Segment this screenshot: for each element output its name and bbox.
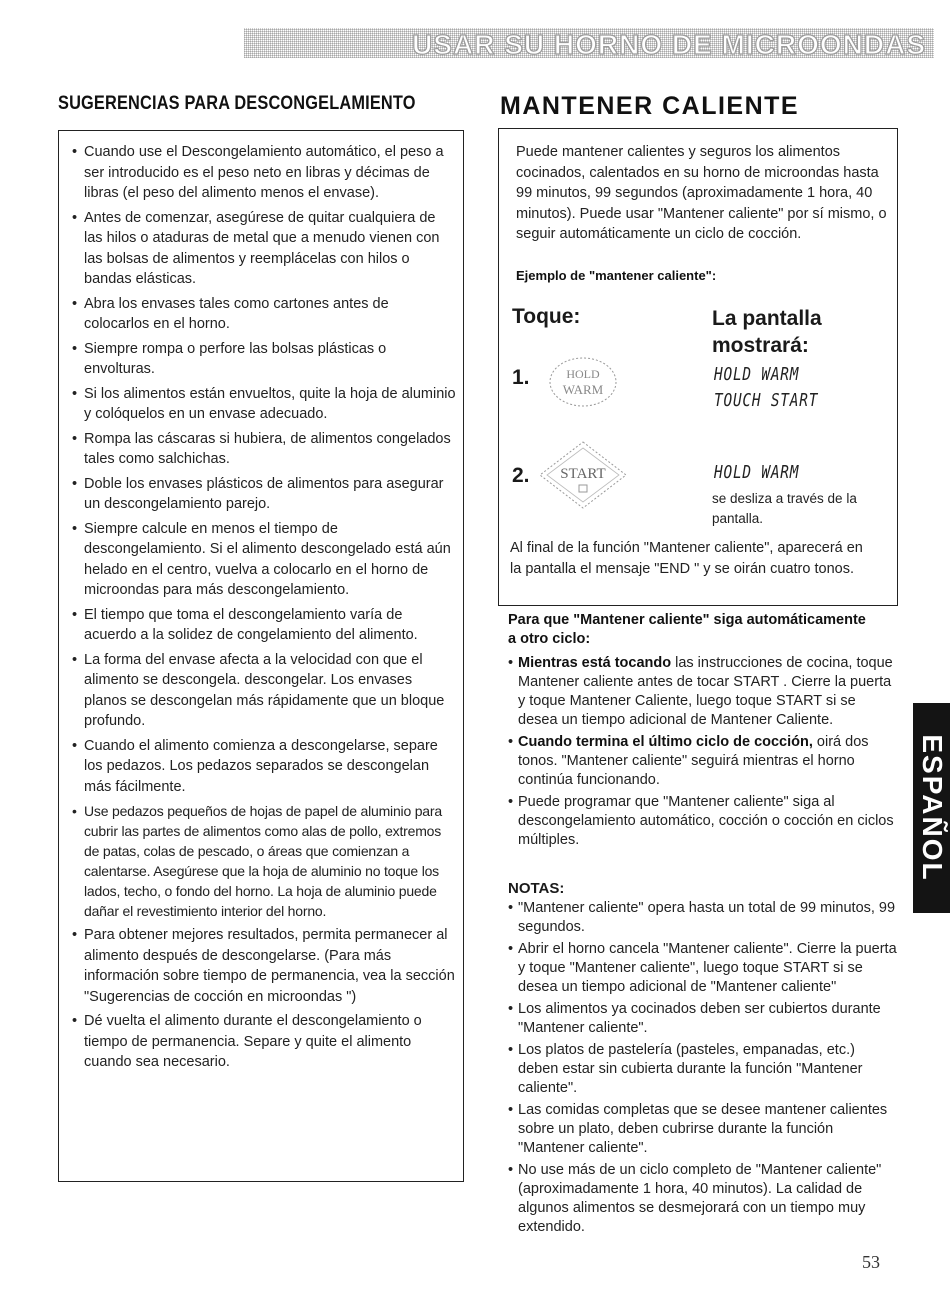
display-touch-start: TOUCH START: [714, 390, 819, 411]
notes-list: [508, 899, 898, 1240]
list-item: • Doble los envases plásticos de alimentos para asegurar un descongelamiento parejo.: [70, 474, 456, 515]
notes-title: NOTAS:: [508, 880, 565, 897]
display-column-header: La pantalla mostrará:: [712, 307, 822, 357]
list-item: • Dé vuelta el alimento durante el descongelamiento o tiempo de permanencia. Separe y quite el alimento cuando sea necesario.: [70, 1011, 456, 1073]
note-item: • Las comidas completas que se desee mantener calientes sobre un plato, deben cubrirse durante la función "Mantener caliente".: [508, 1101, 898, 1158]
display-hold-warm-2: HOLD WARM: [714, 462, 800, 483]
start-label: START: [560, 466, 606, 482]
list-item: • La forma del envase afecta a la velocidad con que el alimento se descongela. descongelar. Los envases planos se descongelan más rápidamente que un bloque profundo.: [70, 650, 456, 732]
list-item-emphasis: Cuando termina el último ciclo de cocción,: [518, 734, 813, 750]
list-item-text: las instrucciones de cocina, toque Mantener caliente antes de tocar START . Cierre la puerta y toque Mantener Caliente, luego toque START si se desea un tiempo adicional de Mantener Caliente.: [518, 655, 893, 728]
language-tab: [913, 703, 950, 913]
note-item: • "Mantener caliente" opera hasta un total de 99 minutos, 99 segundos.: [508, 899, 898, 937]
list-item: • Cuando use el Descongelamiento automático, el peso a ser introducido es el peso neto en libras y décimas de libras (el peso del alimento menos el envase).: [70, 142, 456, 204]
banner-title: USAR SU HORNO DE MICROONDAS: [412, 29, 926, 60]
display-hold-warm: HOLD WARM: [714, 364, 800, 385]
list-item: • Antes de comenzar, asegúrese de quitar cualquiera de las hilos o ataduras de metal que a menudo vienen con las bolsas de alimentos y reemplácelas con hilos o bandas elásticas.: [70, 208, 456, 290]
list-item: • Si los alimentos están envueltos, quite la hoja de aluminio y colóquelos en un envase adecuado.: [70, 384, 456, 425]
list-item: • Siempre calcule en menos el tiempo de descongelamiento. Si el alimento descongelado está aún helado en el centro, vuelva a colocarlo en el horno de microondas para más descongelamiento.: [70, 519, 456, 601]
hold-warm-button-icon: [548, 356, 618, 408]
step-2-number: 2.: [512, 464, 530, 487]
list-item-text: oirá dos tonos. "Mantener caliente" seguirá mientras el horno continúa funcionando.: [518, 734, 869, 788]
list-item-emphasis: Mientras está tocando: [518, 655, 672, 671]
scroll-note: se desliza a través de la pantalla.: [712, 491, 857, 526]
note-item: • Los platos de pastelería (pasteles, empanadas, etc.) deben estar sin cubierta durante la función "Mantener caliente".: [508, 1041, 898, 1098]
header-banner: [244, 28, 934, 58]
auto-follow-list: [508, 654, 898, 853]
list-item: • Abra los envases tales como cartones antes de colocarlos en el horno.: [70, 294, 456, 335]
note-item: • Los alimentos ya cocinados deben ser cubiertos durante "Mantener caliente".: [508, 1000, 898, 1038]
note-item: • No use más de un ciclo completo de "Mantener caliente" (aproximadamente 1 hora, 40 minutos). La calidad de algunos alimentos se desmejorará con un tiempo muy extendido.: [508, 1161, 898, 1237]
keep-warm-intro: Puede mantener calientes y seguros los alimentos cocinados, calentados en su horno de microondas hasta 99 minutos, 99 segundos (aproximadamente 1 hora, 40 minutos). Puede usar "Mantener caliente" por sí mismo, o seguir automáticamente un ciclo de cocción.: [516, 144, 887, 242]
end-note: Al final de la función "Mantener caliente", aparecerá en la pantalla el mensaje "END " y se oirán cuatro tonos.: [510, 540, 863, 577]
warm-label: WARM: [562, 382, 604, 397]
page-number: 53: [862, 1252, 880, 1272]
list-item: • Siempre rompa o perfore las bolsas plásticas o envolturas.: [70, 339, 456, 380]
list-item: • Rompa las cáscaras si hubiera, de alimentos congelados tales como salchichas.: [70, 429, 456, 470]
touch-column-header: Toque:: [512, 305, 581, 328]
list-item-text: Puede programar que "Mantener caliente" siga al descongelamiento automático, cocción o cocción en ciclos múltiples.: [518, 794, 894, 848]
list-item: [508, 654, 898, 730]
list-item: • El tiempo que toma el descongelamiento varía de acuerdo a la solidez de congelamiento del alimento.: [70, 605, 456, 646]
list-item: • Use pedazos pequeños de hojas de papel de aluminio para cubrir las partes de alimentos como alas de pollo, extremos de patas, colas de pescado, o áreas que comienzan a calentarse. Asegúrese que la hoja de aluminio no toque los lados, techo, o fondo del horno. La hoja de aluminio puede dañar el revestimiento interior del horno.: [70, 801, 456, 921]
list-item: • Cuando el alimento comienza a descongelarse, separe los pedazos. Los pedazos separados se descongelan más fácilmente.: [70, 736, 456, 798]
list-item: • Para obtener mejores resultados, permita permanecer al alimento después de descongelarse. (Para más información sobre tiempo de permanencia, vea la sección "Sugerencias de cocción en microondas "): [70, 925, 456, 1007]
step-1-number: 1.: [512, 366, 530, 389]
start-button-icon: [538, 440, 628, 510]
language-tab-label: ESPAÑOL: [916, 734, 948, 882]
note-item: • Abrir el horno cancela "Mantener caliente". Cierre la puerta y toque "Mantener caliente", luego toque START si se desea un tiempo adicional de "Mantener caliente": [508, 940, 898, 997]
auto-follow-title: Para que "Mantener caliente" siga automáticamente a otro ciclo:: [508, 612, 866, 647]
list-item: [508, 733, 898, 790]
defrost-tips-list: [70, 142, 456, 1077]
example-label: Ejemplo de "mantener caliente":: [516, 268, 717, 283]
hold-label: HOLD: [566, 367, 600, 381]
keep-warm-heading: MANTENER CALIENTE: [500, 92, 800, 120]
list-item: [508, 793, 898, 850]
defrost-tips-heading: SUGERENCIAS PARA DESCONGELAMIENTO: [58, 93, 416, 114]
